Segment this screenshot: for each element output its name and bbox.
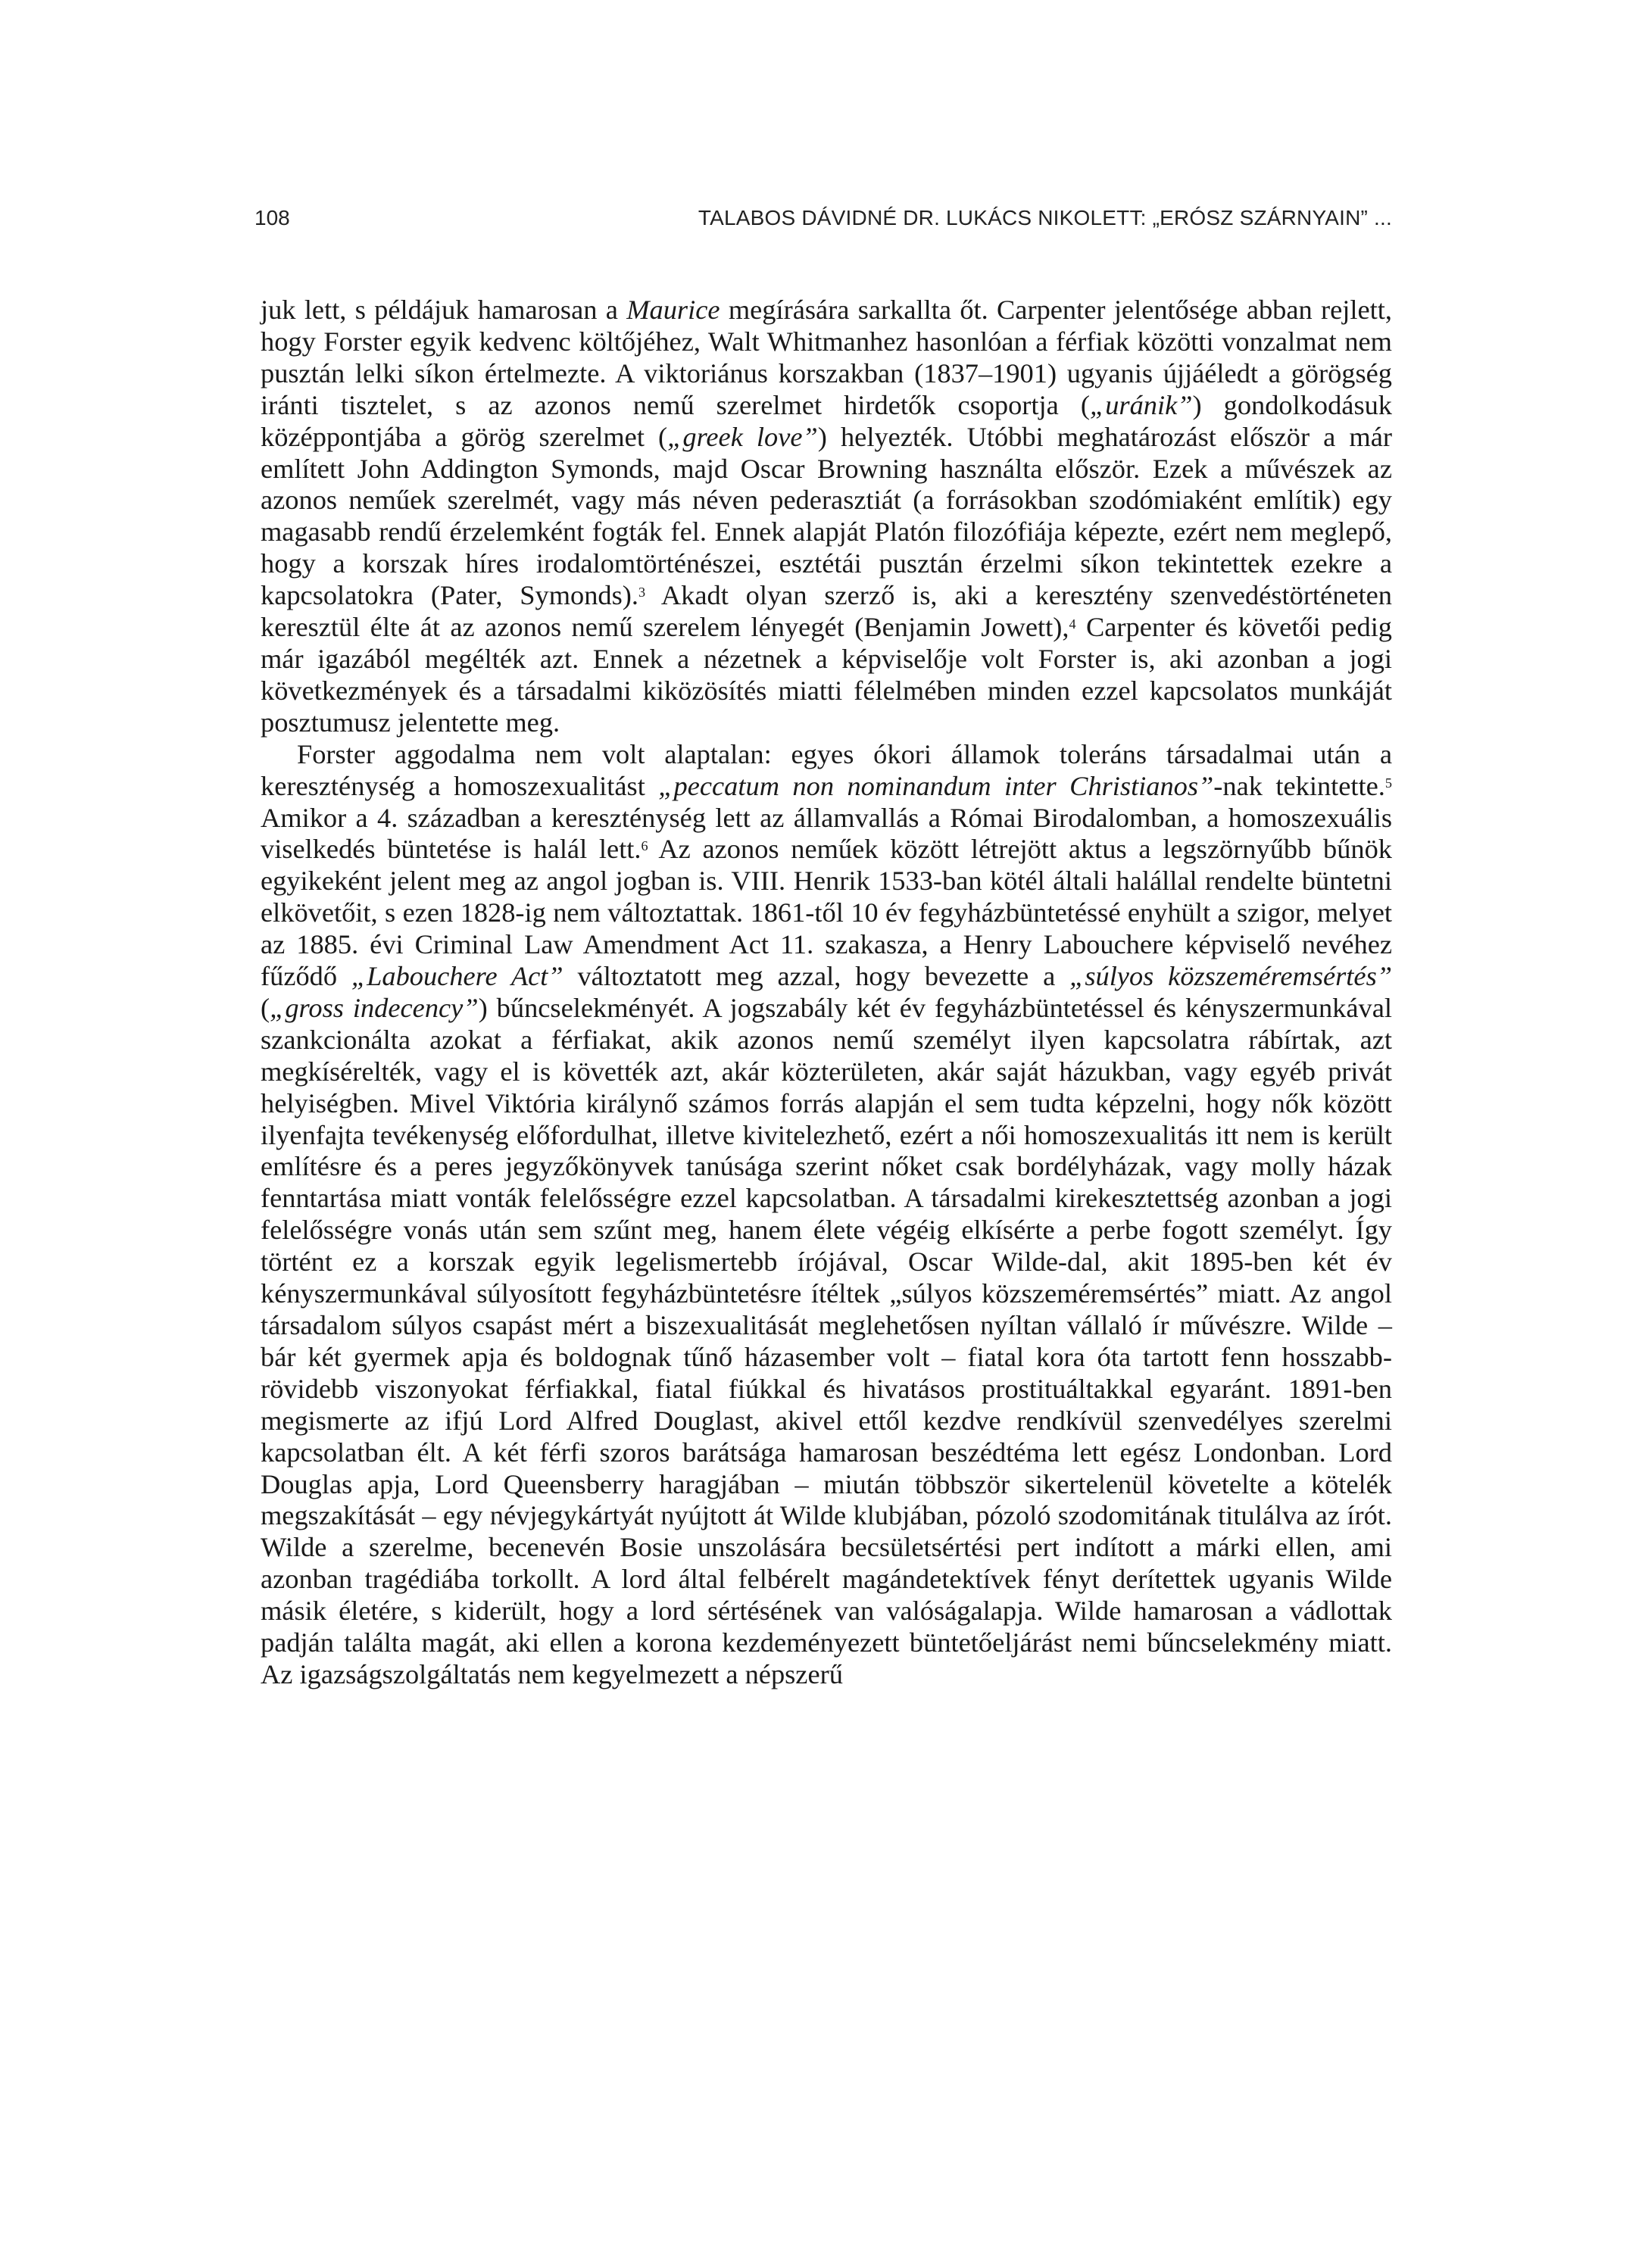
italic-run: „uránik”	[1089, 389, 1193, 420]
text-run: Forster aggodalma nem volt alaptalan: egyes ókori államok toleráns társadalmai után a kereszténység a homoszexualitást	[261, 738, 1392, 801]
italic-run: „Labouchere Act”	[351, 961, 563, 992]
text-run: Amikor a 4. században a kereszténység lett az államvallás a Római Birodalomban, a homoszexuális viselkedés büntetése is halál lett.	[261, 802, 1392, 865]
italic-run: Maurice	[626, 295, 720, 325]
body-text	[261, 295, 1392, 1691]
italic-run: „greek love”	[667, 421, 818, 452]
footnote-ref: 5	[1384, 775, 1392, 791]
page-number: 108	[254, 206, 290, 229]
running-title: TALABOS DÁVIDNÉ DR. LUKÁCS NIKOLETT: „ERÓSZ SZÁRNYAIN” ...	[698, 206, 1392, 229]
text-run: Carpenter és követői pedig már igazából megélték azt. Ennek a nézetnek a képviselője volt Forster is, aki azonban a jogi következmények és a társadalmi kiközösítés miatti félelmében minden ezzel kapcsolatos munkáját posztumusz jelentette meg.	[261, 612, 1392, 738]
text-run: ) bűncselekményét. A jogszabály két év fegyházbüntetéssel és kényszermunkával szankcionálta azokat a férfiakat, akik azonos nemű személyt ilyen kapcsolatra rábírtak, azt megkísérelték, vagy el is követték azt, akár közterületen, akár saját házukban, vagy egyéb privát helyiségben. Mivel Viktória királynő számos forrás alapján el sem tudta képzelni, hogy nők között ilyenfajta tevékenység előfordulhat, illetve kivitelezhető, ezért a női homoszexualitás itt nem is került említésre és a peres jegyzőkönyvek tanúsága szerint nőket csak bordélyházak, vagy molly házak fenntartása miatt vonták felelősségre ezzel kapcsolatban. A társadalmi kirekesztettség azonban a jogi felelősségre vonás után sem szűnt meg, hanem élete végéig elkísérte a perbe fogott személyt. Így történt ez a korszak egyik legelismertebb írójával, Oscar Wilde-dal, akit 1895-ben két év kényszermunkával súlyosított fegyházbüntetésre ítéltek „súlyos közszeméremsértés” miatt. Az angol társadalom súlyos csapást mért a biszexualitását meglehetősen nyíltan vállaló ír művészre. Wilde – bár két gyermek apja és boldognak tűnő házasember volt – fiatal kora óta tartott fenn hosszabb-rövidebb viszonyokat férfiakkal, fiatal fiúkkal és hivatásos prostituáltakkal egyaránt. 1891-ben megismerte az ifjú Lord Alfred Douglast, akivel ettől kezdve rendkívül szenvedélyes szerelmi kapcsolatban élt. A két férfi szoros barátsága hamarosan beszédtéma lett egész Londonban. Lord Douglas apja, Lord Queensberry haragjában – miután többször sikertelenül követelte a kötelék megszakítását – egy névjegykártyát nyújtott át Wilde klubjában, pózoló szodomitának titulálva az írót. Wilde a szerelme, becenevén Bosie unszolására becsületsértési pert indított a márki ellen, ami azonban tragédiába torkollt. A lord által felbérelt magándetektívek fényt derítettek ugyanis Wilde másik életére, s kiderült, hogy a lord sértésének van valóságalapja. Wilde hamarosan a vádlottak padján találta magát, aki ellen a korona kezdeményezett büntetőeljárást nemi bűncselekmény miatt. Az igazságszolgáltatás nem kegyelmezett a népszerű	[261, 992, 1392, 1689]
text-run: Az azonos neműek között létrejött aktus a legszörnyűbb bűnök egyikeként jelent meg az angol jogban is. VIII. Henrik 1533-ban kötél általi halállal rendelte büntetni elkövetőit, s ezen 1828-ig nem változtattak. 1861-től 10 év fegyházbüntetéssé enyhült a szigor, melyet az 1885. évi Criminal Law Amendment Act 11. szakasza, a Henry Labouchere képviselő nevéhez fűződő	[261, 834, 1392, 992]
italic-run: „peccatum non nominandum inter Christianos”	[658, 770, 1214, 801]
italic-run: „súlyos közszeméremsértés”	[1069, 961, 1392, 992]
text-run: ) helyezték. Utóbbi meghatározást először a már említett John Addington Symonds, majd Oscar Browning használta először. Ezek a művészek az azonos neműek szerelmét, vagy más néven pederasztiát (a forrásokban szodómiaként említik) egy magasabb rendű érzelemként fogták fel. Ennek alapját Platón filozófiája képezte, ezért nem meglepő, hogy a korszak híres irodalomtörténészei, esztétái pusztán érzelmi síkon tekintettek ezekre a kapcsolatokra (Pater, Symonds).	[261, 421, 1392, 611]
text-run: juk lett, s példájuk hamarosan a	[261, 295, 627, 325]
italic-run: „gross indecency”	[270, 992, 479, 1023]
text-run: ) gondolkodásuk középpontjába a görög szerelmet (	[261, 389, 1393, 452]
footnote-ref: 4	[1069, 616, 1076, 632]
running-header	[254, 206, 1392, 244]
footnote-ref: 6	[641, 838, 648, 854]
footnote-ref: 3	[638, 585, 646, 601]
paragraph-1	[261, 295, 1392, 739]
paragraph-2	[261, 739, 1392, 1691]
text-run: változtatott meg azzal, hogy bevezette a	[563, 961, 1070, 992]
text-run: (	[261, 992, 270, 1023]
text-run: -nak tekintette.	[1213, 770, 1385, 801]
text-run: Akadt olyan szerző is, aki a keresztény szenvedéstörténeten keresztül élte át az azonos nemű szerelem lényegét (Benjamin Jowett),	[261, 580, 1392, 643]
text-run: megírására sarkallta őt. Carpenter jelentősége abban rejlett, hogy Forster egyik kedvenc költőjéhez, Walt Whitmanhez hasonlóan a férfiak közötti vonzalmat nem pusztán lelki síkon értelmezte. A viktoriánus korszakban (1837–1901) ugyanis újjáéledt a görögség iránti tisztelet, s az azonos nemű szerelmet hirdetők csoportja (	[261, 295, 1392, 420]
